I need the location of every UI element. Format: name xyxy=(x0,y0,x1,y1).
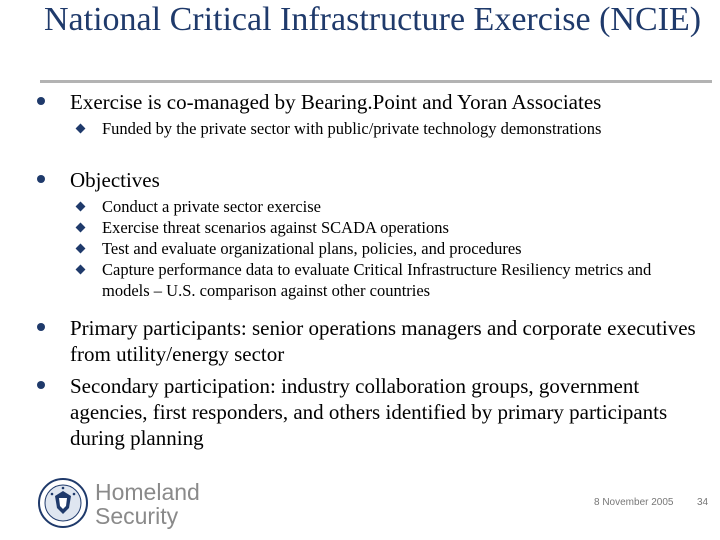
bullet-text: Objectives xyxy=(70,168,160,192)
diamond-bullet-icon xyxy=(76,265,86,275)
diamond-bullet-icon xyxy=(76,244,86,254)
bullet-dot-icon xyxy=(37,381,45,389)
bullet-text: Secondary participation: industry collaboration groups, government agencies, first responders, and others identified by primary participants during planning xyxy=(70,374,668,450)
bullet-2 xyxy=(70,167,700,193)
diamond-bullet-icon xyxy=(76,223,86,233)
sub-bullet-2-4 xyxy=(102,259,702,301)
slide-title: National Critical Infrastructure Exercise (NCIE) xyxy=(44,1,702,38)
sub-bullet-1-1 xyxy=(102,118,702,139)
logo-line-2: Security xyxy=(95,503,179,529)
bullet-dot-icon xyxy=(37,175,45,183)
page-number: 34 xyxy=(697,497,709,508)
diamond-bullet-icon xyxy=(76,202,86,212)
homeland-security-wordmark xyxy=(95,480,200,528)
bullet-dot-icon xyxy=(37,97,45,105)
sub-bullet-2-2 xyxy=(102,217,702,238)
bullet-4 xyxy=(70,373,700,451)
diamond-bullet-icon xyxy=(76,124,86,134)
bullet-dot-icon xyxy=(37,323,45,331)
bullet-text: Exercise is co-managed by Bearing.Point and Yoran Associates xyxy=(70,90,602,114)
sub-bullet-text: Conduct a private sector exercise xyxy=(102,197,321,216)
footer-date: 8 November 2005 xyxy=(594,497,674,508)
sub-bullet-text: Capture performance data to evaluate Critical Infrastructure Resiliency metrics and models – U.S. comparison against other countries xyxy=(102,260,652,300)
sub-bullet-2-3 xyxy=(102,238,702,259)
sub-bullet-2-1 xyxy=(102,196,702,217)
sub-bullet-text: Test and evaluate organizational plans, policies, and procedures xyxy=(102,239,522,258)
logo-line-1: Homeland xyxy=(95,479,200,505)
dhs-seal-icon xyxy=(38,478,88,528)
sub-bullet-text: Funded by the private sector with public/private technology demonstrations xyxy=(102,119,602,138)
bullet-1 xyxy=(70,89,700,115)
sub-bullet-text: Exercise threat scenarios against SCADA operations xyxy=(102,218,449,237)
bullet-text: Primary participants: senior operations managers and corporate executives from utility/energy sector xyxy=(70,316,696,366)
bullet-3 xyxy=(70,315,700,367)
